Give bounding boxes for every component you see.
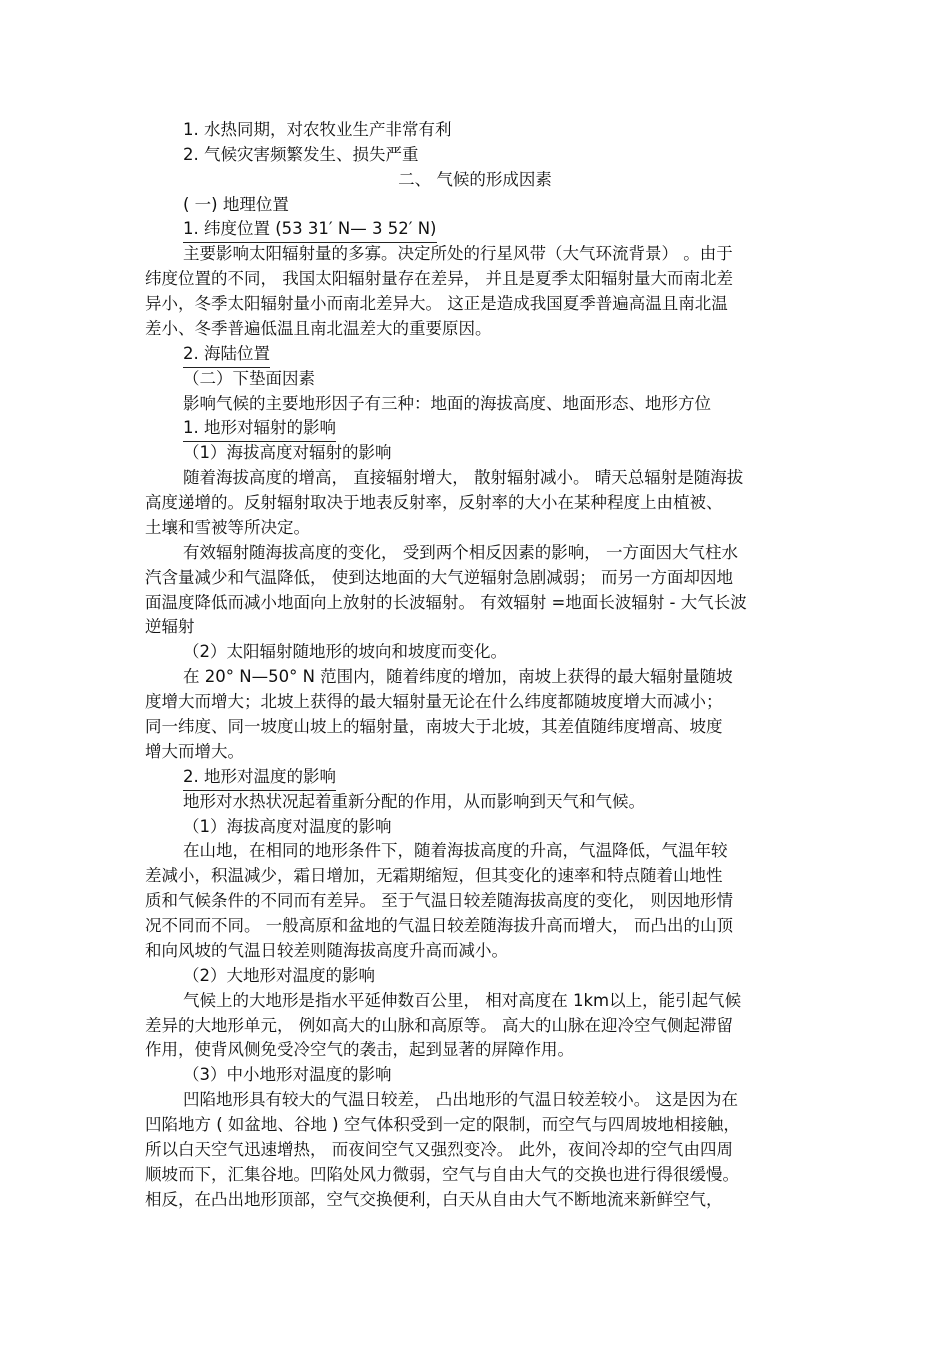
list-item-1: 1. 水热同期，对农牧业生产非常有利	[183, 120, 452, 139]
paragraph-line: 度增大而增大；北坡上获得的最大辐射量无论在什么纬度都随坡度增大而减小；	[145, 692, 723, 711]
paragraph-line: 影响气候的主要地形因子有三种：地面的海拔高度、地面形态、地形方位	[183, 394, 711, 413]
paragraph-line: 相反，在凸出地形顶部，空气交换便利，白天从自由大气不断地流来新鲜空气，	[145, 1190, 723, 1209]
paragraph-line: 和向风坡的气温日较差则随海拔高度升高而减小。	[145, 941, 508, 960]
paragraph-line: 随着海拔高度的增高， 直接辐射增大， 散射辐射减小。 晴天总辐射是随海拔	[183, 468, 744, 487]
paragraph-line: 所以白天空气迅速增热， 而夜间空气又强烈变冷。 此外，夜间冷却的空气由四周	[145, 1140, 733, 1159]
paragraph-line: 气候上的大地形是指水平延伸数百公里， 相对高度在 1km以上，能引起气候	[183, 991, 742, 1010]
paragraph-line: 有效辐射随海拔高度的变化， 受到两个相反因素的影响， 一方面因大气柱水	[183, 543, 738, 562]
paragraph-line: 作用，使背风侧免受冷空气的袭击，起到显著的屏障作用。	[145, 1040, 574, 1059]
paragraph-line: 主要影响太阳辐射量的多寡。决定所处的行星风带（大气环流背景） 。由于	[183, 244, 733, 263]
paragraph-line: 增大而增大。	[145, 742, 244, 761]
paragraph-line: 凹陷地形具有较大的气温日较差， 凸出地形的气温日较差较小。 这是因为在	[183, 1090, 738, 1109]
paragraph-line: 差异的大地形单元， 例如高大的山脉和高原等。 高大的山脉在迎冷空气侧起滞留	[145, 1016, 733, 1035]
heading-temperature: 2. 地形对温度的影响	[183, 765, 336, 791]
item-heading: （1）海拔高度对辐射的影响	[183, 443, 392, 462]
section-heading: 二、 气候的形成因素	[398, 170, 552, 189]
item-heading: （2）大地形对温度的影响	[183, 966, 375, 985]
item-heading: （2）太阳辐射随地形的坡向和坡度而变化。	[183, 642, 507, 661]
paragraph-line: 地形对水热状况起着重新分配的作用，从而影响到天气和气候。	[183, 792, 645, 811]
paragraph-line: 纬度位置的不同， 我国太阳辐射量存在差异， 并且是夏季太阳辐射量大而南北差	[145, 269, 733, 288]
paragraph-line: 凹陷地方 ( 如盆地、谷地 ) 空气体积受到一定的限制，而空气与四周坡地相接触，	[145, 1115, 740, 1134]
paragraph-line: 差小、冬季普遍低温且南北温差大的重要原因。	[145, 319, 492, 338]
paragraph-line: 异小，冬季太阳辐射量小而南北差异大。 这正是造成我国夏季普遍高温且南北温	[145, 294, 728, 313]
paragraph-line: 面温度降低而减小地面向上放射的长波辐射。 有效辐射 =地面长波辐射 - 大气长波	[145, 593, 747, 612]
paragraph-line: 土壤和雪被等所决定。	[145, 518, 310, 537]
list-item-2: 2. 气候灾害频繁发生、损失严重	[183, 145, 419, 164]
item-heading: （1）海拔高度对温度的影响	[183, 817, 392, 836]
heading-land-sea: 2. 海陆位置	[183, 342, 270, 368]
paragraph-line: 同一纬度、同一坡度山坡上的辐射量，南坡大于北坡，其差值随纬度增高、坡度	[145, 717, 723, 736]
paragraph-line: 差减小，积温减少，霜日增加，无霜期缩短，但其变化的速率和特点随着山地性	[145, 866, 723, 885]
paragraph-line: 质和气候条件的不同而有差异。 至于气温日较差随海拔高度的变化， 则因地形情	[145, 891, 733, 910]
subsection-heading: （二）下垫面因素	[183, 369, 315, 388]
paragraph-line: 汽含量减少和气温降低， 使到达地面的大气逆辐射急剧减弱； 而另一方面却因地	[145, 568, 733, 587]
paragraph-line: 高度递增的。反射辐射取决于地表反射率，反射率的大小在某种程度上由植被、	[145, 493, 723, 512]
paragraph-line: 在山地，在相同的地形条件下，随着海拔高度的升高，气温降低，气温年较	[183, 841, 728, 860]
item-heading: （3）中小地形对温度的影响	[183, 1065, 392, 1084]
paragraph-line: 在 20° N—50° N 范围内，随着纬度的增加，南坡上获得的最大辐射量随坡	[183, 667, 733, 686]
subsection-heading: ( 一) 地理位置	[183, 195, 289, 214]
heading-latitude: 1. 纬度位置 (53 31′ N— 3 52′ N)	[183, 217, 437, 243]
paragraph-line: 况不同而不同。 一般高原和盆地的气温日较差随海拔升高而增大， 而凸出的山顶	[145, 916, 733, 935]
paragraph-line: 逆辐射	[145, 617, 195, 636]
heading-radiation: 1. 地形对辐射的影响	[183, 416, 336, 442]
paragraph-line: 顺坡而下，汇集谷地。凹陷处风力微弱，空气与自由大气的交换也进行得很缓慢。	[145, 1165, 739, 1184]
